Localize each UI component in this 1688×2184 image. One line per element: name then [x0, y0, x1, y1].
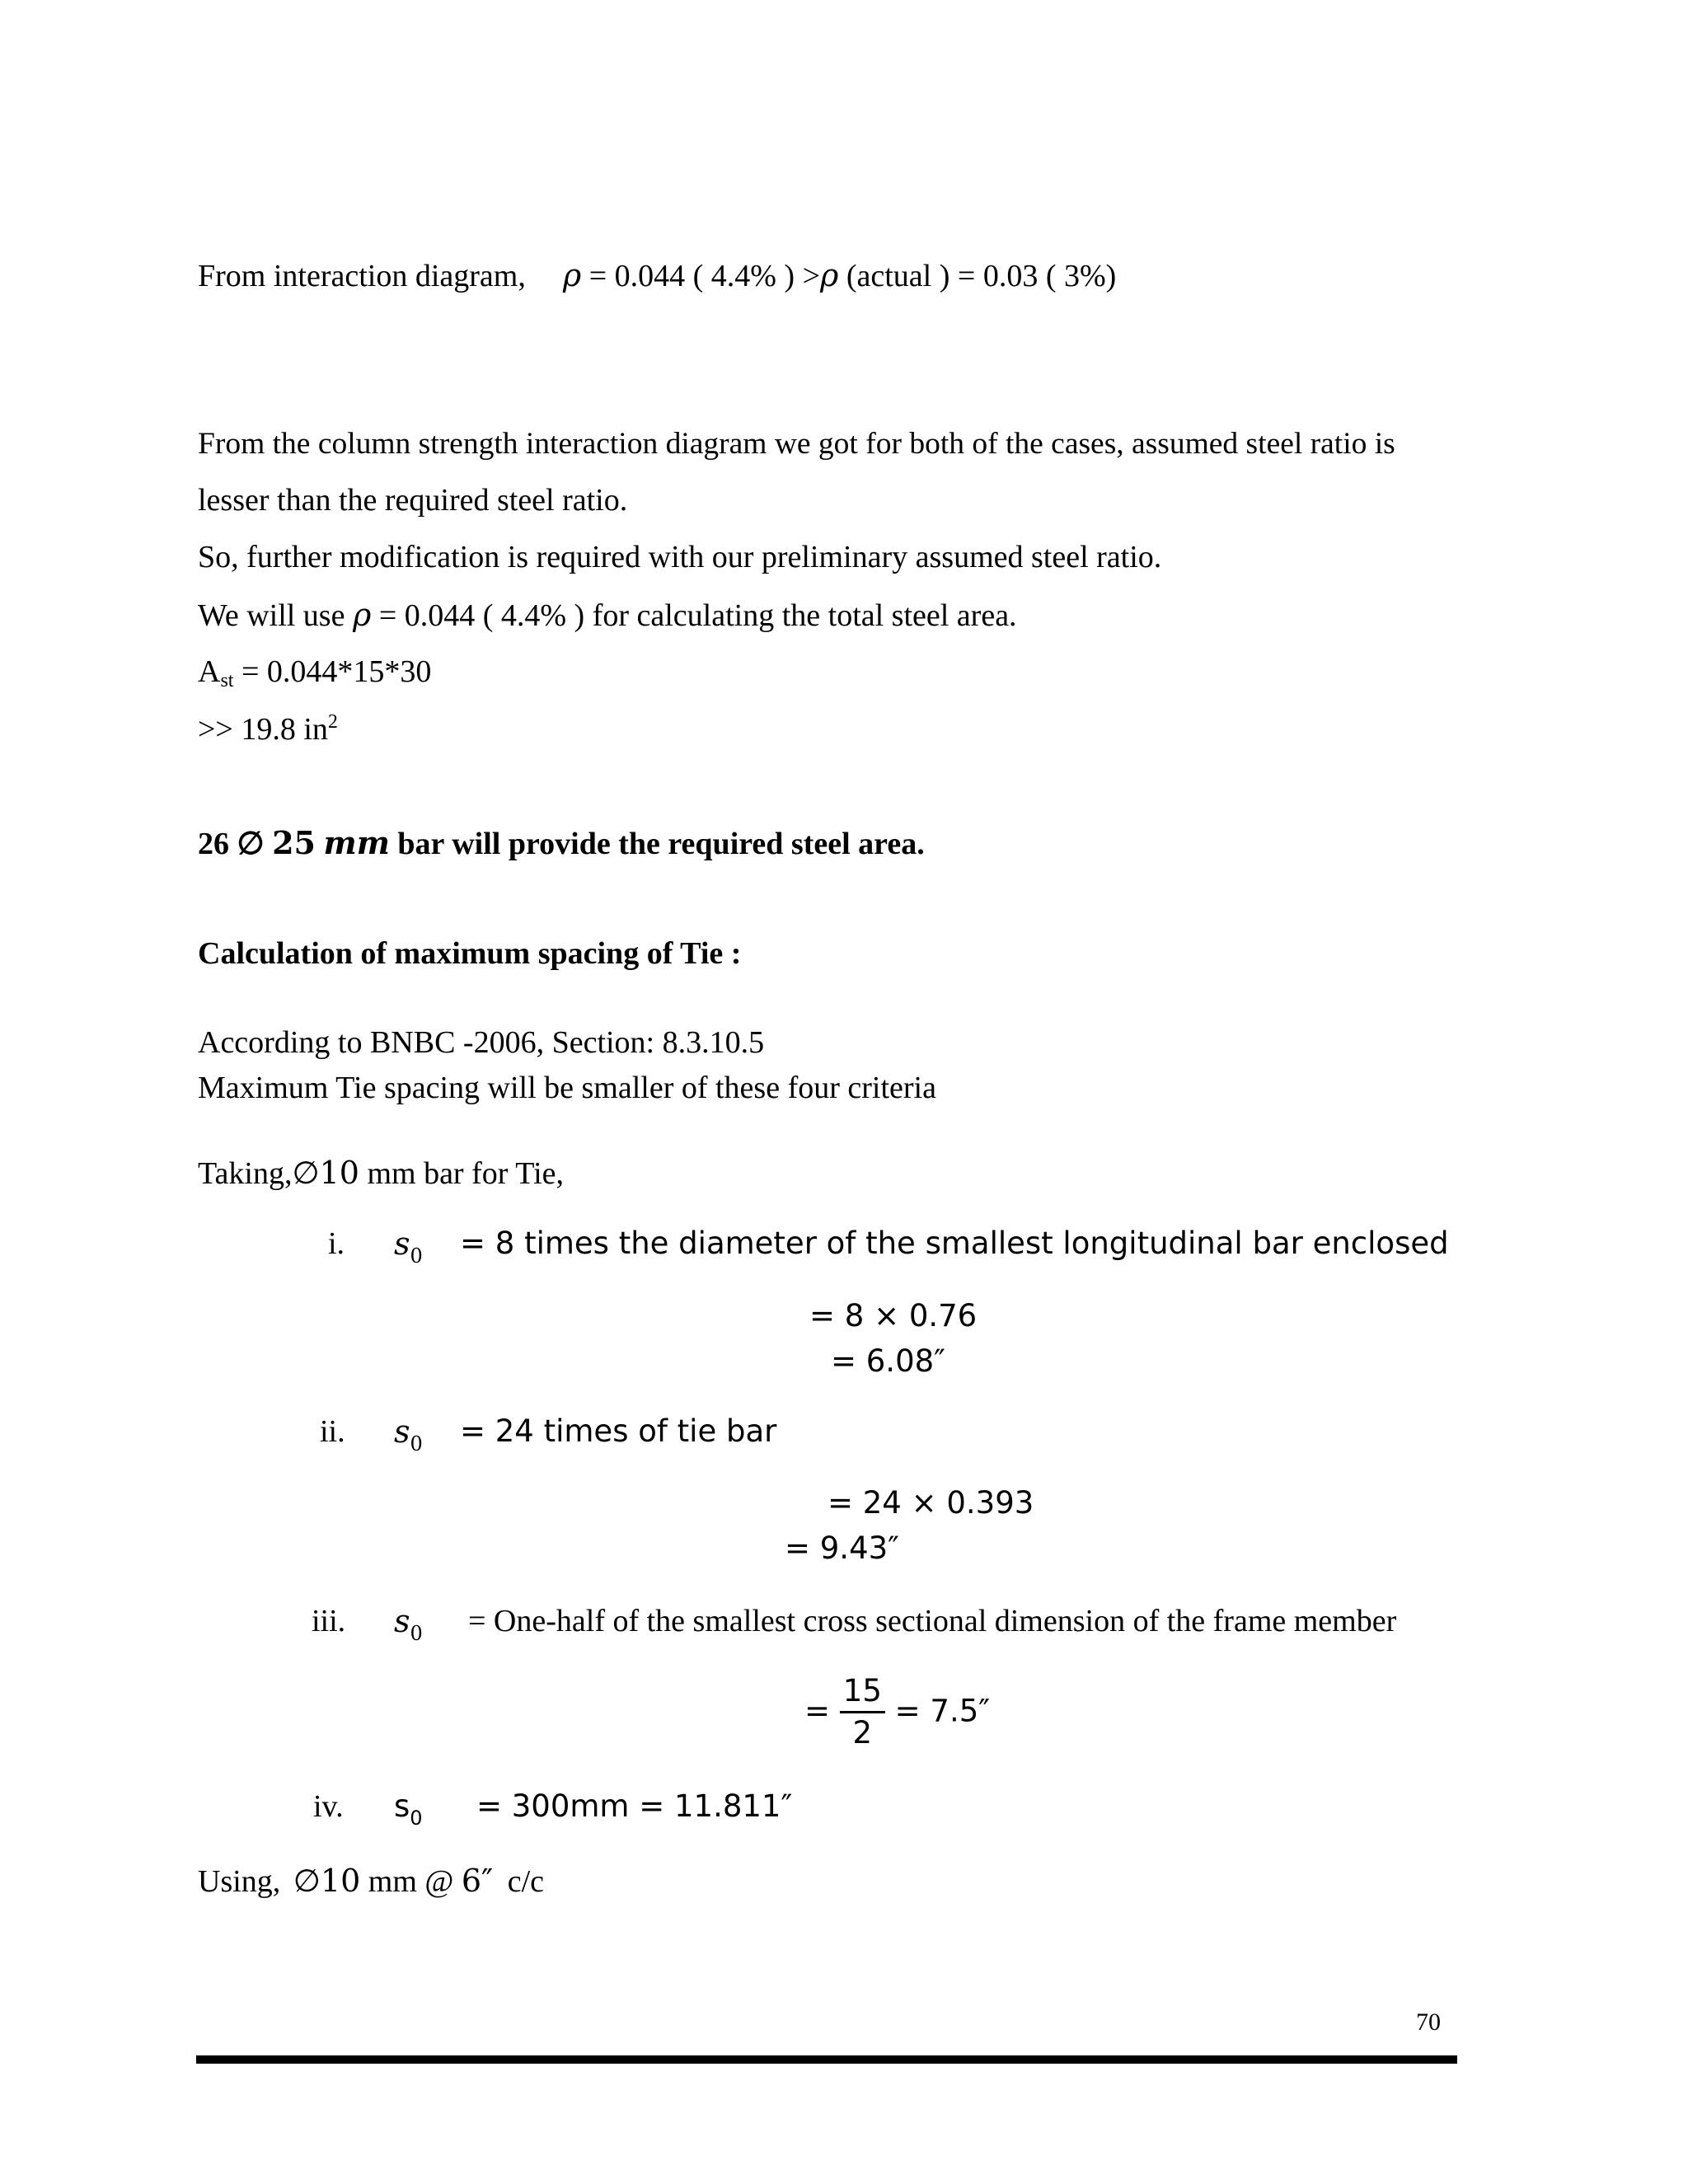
criterion-ii-eq1: = 24 × 0.393	[828, 1485, 1034, 1521]
taking-line	[198, 1155, 564, 1193]
text: We will use	[198, 598, 345, 633]
text: bar will provide the required steel area.	[397, 827, 925, 861]
s0-symbol	[394, 1603, 423, 1646]
interaction-diagram-line	[198, 257, 1116, 296]
text: =	[804, 1693, 831, 1729]
steel-area-line	[198, 710, 338, 749]
numerator: 15	[840, 1673, 885, 1713]
criterion-iv-text: = 300mm = 11.811″	[476, 1788, 793, 1824]
text: = 0.044*15*30	[241, 654, 432, 689]
superscript: 2	[327, 711, 338, 733]
text: c/c	[507, 1864, 545, 1899]
criterion-i-eq1: = 8 × 0.76	[809, 1298, 978, 1333]
criterion-iv-label: iv.	[313, 1789, 344, 1824]
text: s	[394, 1603, 410, 1639]
criterion-iii-eq	[804, 1673, 990, 1752]
rho-symbol: ρ	[352, 597, 372, 633]
subscript: st	[220, 670, 234, 691]
text: Taking,	[198, 1156, 293, 1191]
subscript: 0	[410, 1622, 423, 1645]
using-line	[198, 1863, 544, 1901]
paragraph-line-2: lesser than the required steel ratio.	[198, 483, 628, 518]
text: s	[394, 1413, 410, 1450]
s0-symbol	[394, 1788, 423, 1830]
text: = 0.044 ( 4.4% ) >	[588, 259, 821, 293]
text: A	[198, 654, 221, 689]
s0-symbol	[394, 1413, 423, 1456]
text: 6″	[461, 1863, 494, 1899]
criterion-i-eq2: = 6.08″	[831, 1343, 945, 1379]
denominator: 2	[852, 1715, 873, 1751]
text: 26	[198, 827, 229, 861]
subscript: 0	[410, 1807, 423, 1830]
subscript: 0	[410, 1244, 423, 1268]
criterion-ii-eq2: = 9.43″	[785, 1530, 899, 1566]
diameter-symbol: ∅10	[293, 1863, 361, 1899]
rho-symbol: ρ	[820, 257, 839, 293]
text: s	[394, 1788, 410, 1824]
text: mm bar for Tie,	[367, 1156, 565, 1191]
text: Using,	[198, 1864, 281, 1899]
text: = 7.5″	[894, 1693, 991, 1729]
text: From interaction diagram,	[198, 259, 526, 293]
section-heading: Calculation of maximum spacing of Tie :	[198, 936, 742, 971]
subscript: 0	[410, 1432, 423, 1455]
text: >> 19.8 in	[198, 712, 328, 747]
criterion-i-label: i.	[328, 1226, 345, 1261]
bar-provision-line	[198, 824, 925, 864]
s0-symbol	[394, 1226, 423, 1268]
footer-rule	[196, 2055, 1457, 2064]
paragraph-line-4	[198, 597, 1017, 635]
diameter-symbol: ∅	[237, 824, 265, 861]
paragraph-line-3: So, further modification is required with our preliminary assumed steel ratio.	[198, 540, 1162, 574]
paragraph-line-1: From the column strength interaction diagram we got for both of the cases, assumed steel ratio is	[198, 427, 1395, 461]
criterion-iii-text: = One-half of the smallest cross sectional dimension of the frame member	[468, 1604, 1397, 1638]
criterion-iii-label: iii.	[312, 1604, 346, 1638]
criterion-ii-label: ii.	[320, 1414, 345, 1449]
bnbc-reference: According to BNBC -2006, Section: 8.3.10.5	[198, 1025, 765, 1060]
text: = 0.044 ( 4.4% ) for calculating the total steel area.	[378, 598, 1017, 633]
rho-symbol: ρ	[562, 257, 582, 293]
max-tie-line: Maximum Tie spacing will be smaller of these four criteria	[198, 1071, 936, 1105]
ast-line	[198, 654, 431, 693]
diameter-symbol: ∅10	[292, 1155, 359, 1191]
fraction	[840, 1673, 885, 1752]
text: mm	[323, 824, 390, 861]
criterion-ii-text: = 24 times of tie bar	[460, 1413, 777, 1449]
text: 25	[272, 824, 316, 861]
text: s	[394, 1226, 410, 1262]
text: (actual ) = 0.03 ( 3%)	[846, 259, 1117, 293]
criterion-i-text: = 8 times the diameter of the smallest longitudinal bar enclosed	[460, 1226, 1449, 1261]
page-number: 70	[1416, 2008, 1441, 2036]
text: mm @	[368, 1864, 454, 1899]
